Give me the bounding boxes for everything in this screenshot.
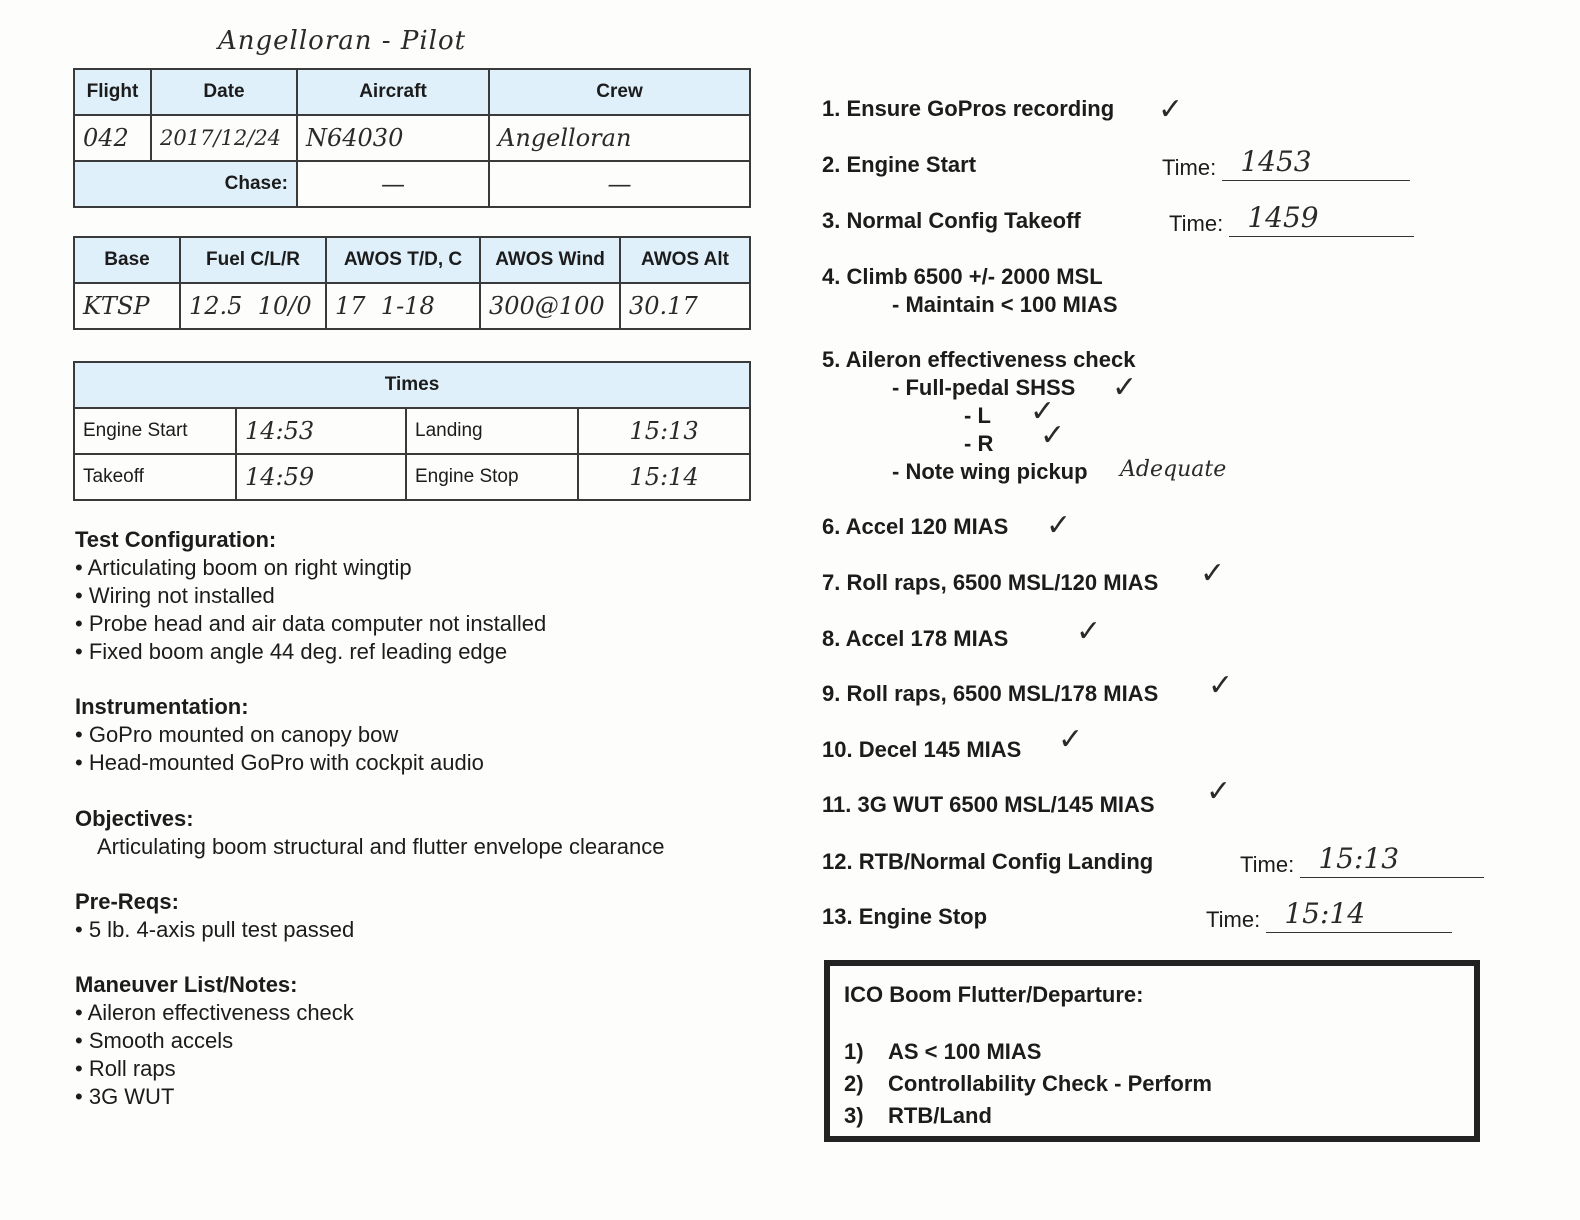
- step-12-time: [1240, 842, 1484, 878]
- chase-crew-value[interactable]: —: [489, 161, 750, 207]
- maneuvers-title: Maneuver List/Notes:: [75, 972, 298, 997]
- times-title: Times: [74, 362, 750, 408]
- chase-label: Chase:: [74, 161, 297, 207]
- engine-start-time-field[interactable]: [1222, 145, 1410, 181]
- awos-table: [73, 236, 751, 330]
- step-8: 8. Accel 178 MIAS: [822, 626, 1009, 651]
- ico-title: ICO Boom Flutter/Departure:: [844, 982, 1144, 1007]
- aircraft-header: Aircraft: [297, 69, 489, 115]
- crew-value[interactable]: Angelloran: [489, 115, 750, 161]
- right-check-icon[interactable]: ✓: [1040, 418, 1066, 453]
- ico-item-text: RTB/Land: [888, 1103, 992, 1128]
- wing-pickup-note[interactable]: Adequate: [1120, 457, 1227, 482]
- step-4: 4. Climb 6500 +/- 2000 MSL: [822, 264, 1103, 289]
- flight-table: [73, 68, 751, 208]
- ico-item-text: AS < 100 MIAS: [888, 1039, 1042, 1064]
- list-item: • Roll raps: [75, 1055, 354, 1083]
- time-label: Time:: [1169, 211, 1224, 236]
- list-item: • 3G WUT: [75, 1083, 354, 1111]
- chase-aircraft-value[interactable]: —: [297, 161, 489, 207]
- step-6-check-icon[interactable]: ✓: [1046, 508, 1072, 543]
- step-13-time: [1206, 897, 1452, 933]
- instrumentation-section: [75, 693, 484, 777]
- step-8-check-icon[interactable]: ✓: [1076, 614, 1102, 649]
- step-5-sub-shss: - Full-pedal SHSS: [892, 375, 1076, 400]
- landing-time-field[interactable]: [1300, 842, 1484, 878]
- engine-stop-time-field[interactable]: [1266, 897, 1452, 933]
- step-1: 1. Ensure GoPros recording: [822, 96, 1115, 121]
- flight-header: Flight: [74, 69, 151, 115]
- aircraft-value[interactable]: N64030: [297, 115, 489, 161]
- list-item: • Head-mounted GoPro with cockpit audio: [75, 749, 484, 777]
- step-5: 5. Aileron effectiveness check: [822, 347, 1136, 372]
- ico-item-number: 1): [844, 1039, 864, 1064]
- time-label: Time:: [1162, 155, 1217, 180]
- list-item: • Probe head and air data computer not installed: [75, 610, 546, 638]
- step-13: 13. Engine Stop: [822, 904, 988, 929]
- engine-stop-time-value: 15:14: [1284, 897, 1366, 930]
- step-10-check-icon[interactable]: ✓: [1058, 722, 1084, 757]
- prereqs-section: [75, 888, 354, 944]
- landing-time[interactable]: 15:13: [578, 408, 750, 454]
- ico-item: [844, 1038, 1460, 1066]
- takeoff-label: Takeoff: [74, 454, 236, 500]
- step-2-time: [1162, 145, 1410, 181]
- times-table: [73, 361, 751, 501]
- time-label: Time:: [1206, 907, 1261, 932]
- base-value[interactable]: KTSP: [74, 283, 180, 329]
- step-3-time: [1169, 201, 1414, 237]
- awos-alt-header: AWOS Alt: [620, 237, 750, 283]
- list-item: • Aileron effectiveness check: [75, 999, 354, 1027]
- list-item: • Articulating boom on right wingtip: [75, 554, 546, 582]
- ico-item-number: 3): [844, 1103, 864, 1128]
- list-item: • GoPro mounted on canopy bow: [75, 721, 484, 749]
- time-label: Time:: [1240, 852, 1295, 877]
- awos-alt-value[interactable]: 30.17: [620, 283, 750, 329]
- awos-temp-value[interactable]: 17 1-18: [326, 283, 480, 329]
- ico-boom-flutter-box: [824, 960, 1480, 1142]
- list-item: • Fixed boom angle 44 deg. ref leading edge: [75, 638, 546, 666]
- instrumentation-title: Instrumentation:: [75, 694, 249, 719]
- takeoff-time-field[interactable]: [1229, 201, 1414, 237]
- objectives-title: Objectives:: [75, 806, 194, 831]
- fuel-header: Fuel C/L/R: [180, 237, 326, 283]
- ico-item-text: Controllability Check - Perform: [888, 1071, 1212, 1096]
- takeoff-time[interactable]: 14:59: [236, 454, 406, 500]
- shss-check-icon[interactable]: ✓: [1112, 370, 1138, 405]
- list-item: • 5 lb. 4-axis pull test passed: [75, 916, 354, 944]
- landing-time-value: 15:13: [1318, 842, 1400, 875]
- step-5-sub-wing: - Note wing pickup: [892, 459, 1088, 484]
- awos-temp-header: AWOS T/D, C: [326, 237, 480, 283]
- engine-stop-label: Engine Stop: [406, 454, 578, 500]
- engine-start-time[interactable]: 14:53: [236, 408, 406, 454]
- engine-stop-time[interactable]: 15:14: [578, 454, 750, 500]
- maneuvers-section: [75, 971, 354, 1111]
- base-header: Base: [74, 237, 180, 283]
- step-9: 9. Roll raps, 6500 MSL/178 MIAS: [822, 681, 1159, 706]
- crew-header: Crew: [489, 69, 750, 115]
- flight-value[interactable]: 042: [74, 115, 151, 161]
- step-1-check-icon[interactable]: ✓: [1158, 92, 1184, 127]
- prereqs-title: Pre-Reqs:: [75, 889, 179, 914]
- step-11: 11. 3G WUT 6500 MSL/145 MIAS: [822, 792, 1155, 817]
- step-4-sub: - Maintain < 100 MIAS: [892, 292, 1118, 317]
- objectives-text: Articulating boom structural and flutter envelope clearance: [97, 834, 665, 859]
- step-7: 7. Roll raps, 6500 MSL/120 MIAS: [822, 570, 1159, 595]
- left-check-icon[interactable]: ✓: [1030, 394, 1056, 429]
- objectives-section: [75, 805, 664, 861]
- awos-wind-value[interactable]: 300@100: [480, 283, 620, 329]
- landing-label: Landing: [406, 408, 578, 454]
- step-6: 6. Accel 120 MIAS: [822, 514, 1009, 539]
- awos-wind-header: AWOS Wind: [480, 237, 620, 283]
- test-configuration-title: Test Configuration:: [75, 527, 277, 552]
- takeoff-time-value: 1459: [1247, 201, 1319, 234]
- step-5-sub-r: - R: [964, 431, 994, 456]
- step-3: 3. Normal Config Takeoff: [822, 208, 1081, 233]
- ico-item: [844, 1102, 1460, 1130]
- date-value[interactable]: 2017/12/24: [151, 115, 297, 161]
- fuel-value[interactable]: 12.5 10/0: [180, 283, 326, 329]
- date-header: Date: [151, 69, 297, 115]
- step-9-check-icon[interactable]: ✓: [1208, 668, 1234, 703]
- step-5-sub-l: - L: [964, 403, 991, 428]
- ico-item-number: 2): [844, 1071, 864, 1096]
- pilot-note: Angelloran - Pilot: [218, 26, 467, 56]
- step-11-check-icon[interactable]: ✓: [1206, 774, 1232, 809]
- ico-item: [844, 1070, 1460, 1098]
- test-configuration-section: [75, 526, 546, 666]
- list-item: • Smooth accels: [75, 1027, 354, 1055]
- step-2: 2. Engine Start: [822, 152, 977, 177]
- step-7-check-icon[interactable]: ✓: [1200, 556, 1226, 591]
- engine-start-label: Engine Start: [74, 408, 236, 454]
- step-12: 12. RTB/Normal Config Landing: [822, 849, 1154, 874]
- step-10: 10. Decel 145 MIAS: [822, 737, 1022, 762]
- engine-start-time-value: 1453: [1240, 145, 1312, 178]
- list-item: • Wiring not installed: [75, 582, 546, 610]
